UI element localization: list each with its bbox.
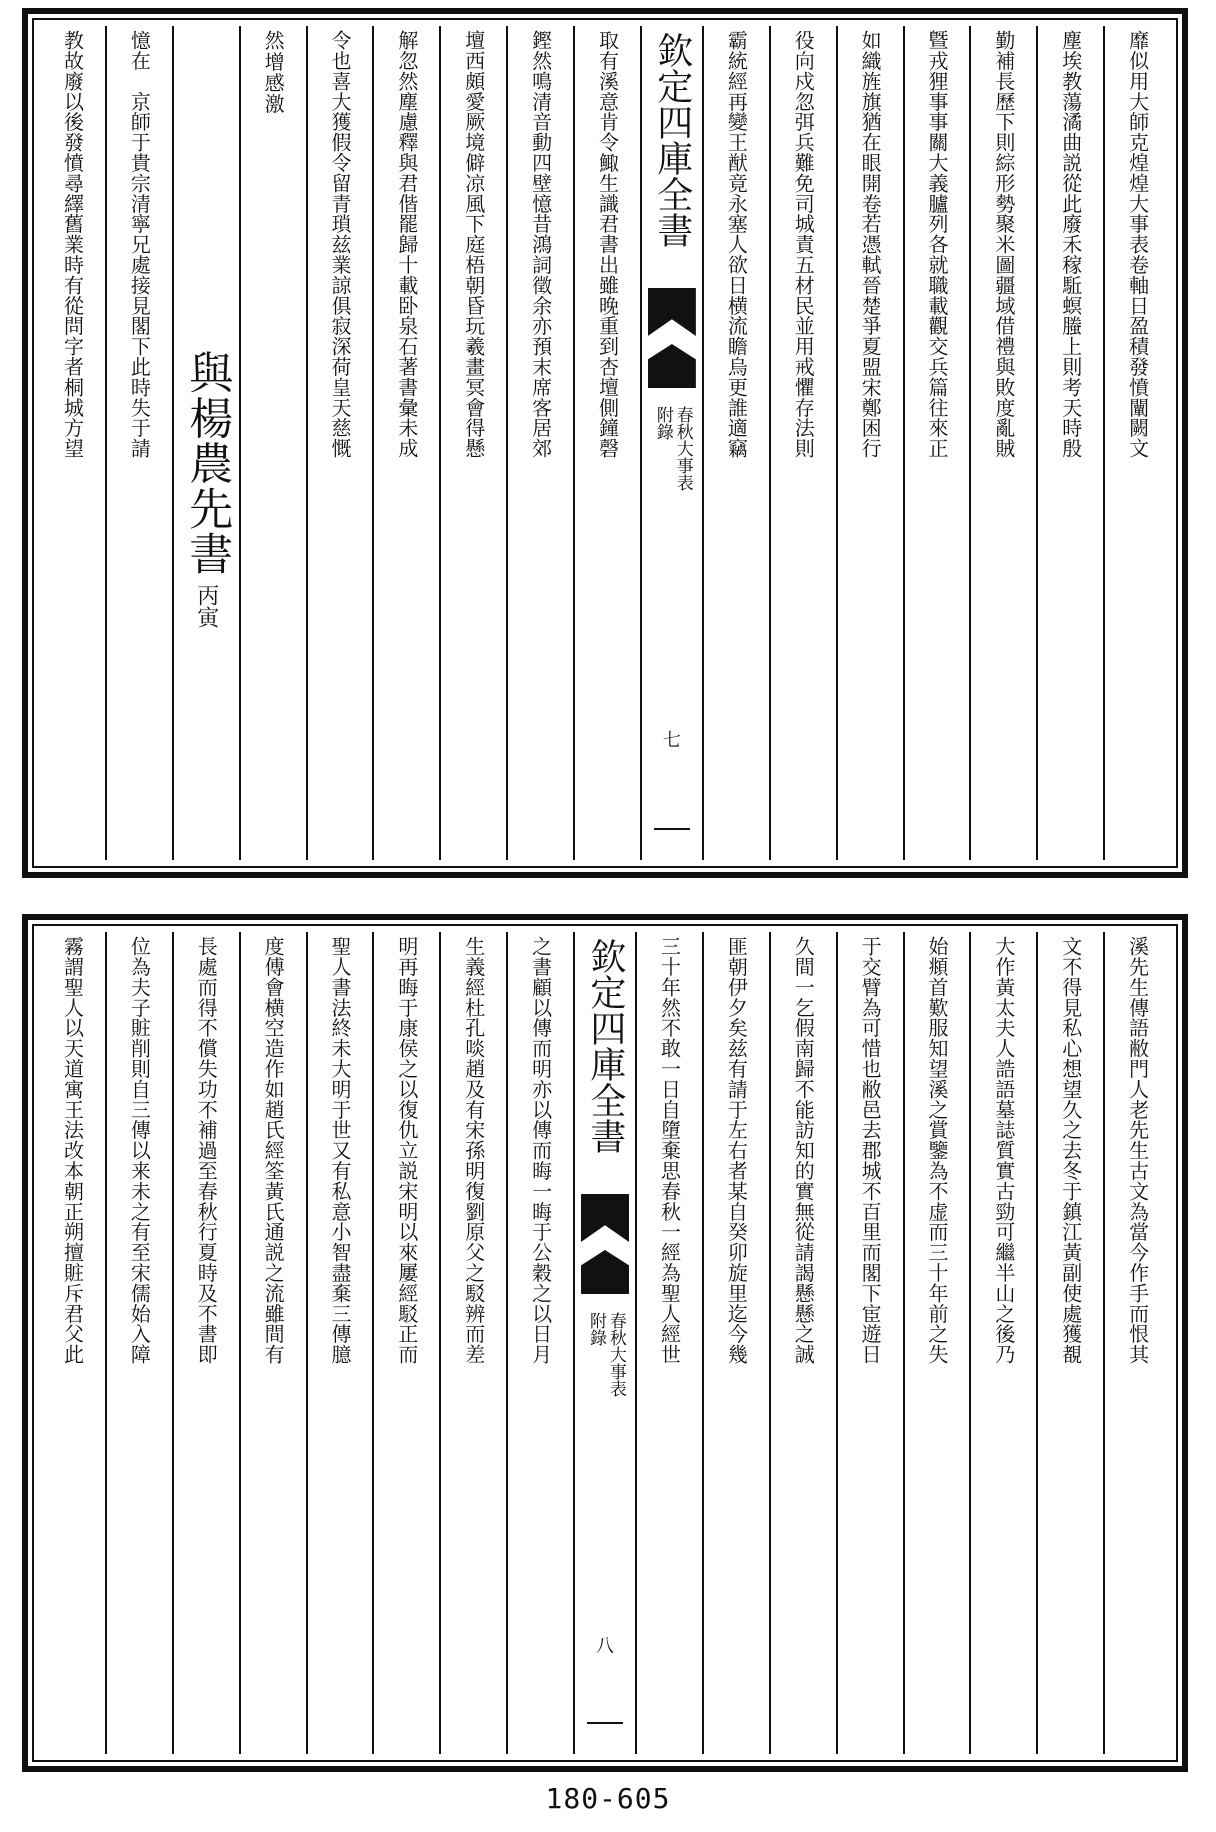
column-text: 役向戍忽弭兵難免司城責五材民並用戒懼存法則	[791, 30, 816, 459]
center-fold-top	[640, 26, 702, 860]
column-text: 位為夫子賍削則自三傳以来未之有至宋儒始入障	[127, 936, 152, 1365]
text-column	[372, 932, 439, 1754]
folio-number: 八	[596, 1636, 614, 1657]
book-title: 春秋大事表	[605, 1312, 626, 1397]
folio-number: 七	[662, 730, 681, 751]
column-text: 明再晦于康侯之以復仇立説宋明以來屢經駁正而	[394, 936, 419, 1365]
text-column	[439, 26, 506, 860]
letter-title-column	[172, 26, 239, 860]
column-text: 憶在 京師于貴宗清寧兄處接見閣下此時失于請	[127, 30, 152, 459]
page-leaf-top	[22, 8, 1188, 878]
text-column	[40, 932, 105, 1754]
column-text: 長處而得不償失功不補過至春秋行夏時及不書即	[194, 936, 219, 1365]
text-column	[372, 26, 439, 860]
text-column	[969, 26, 1036, 860]
fold-rule	[587, 1722, 623, 1724]
column-text: 壇西頗愛厥境僻凉風下庭梧朝昏玩羲畫冥會得懸	[461, 30, 486, 459]
column-text: 度傅會横空造作如趙氏經筌黃氏通説之流雖間有	[261, 936, 286, 1365]
text-column	[769, 932, 836, 1754]
fishtail-mark-icon	[648, 344, 696, 388]
column-text: 然增感激	[261, 30, 286, 115]
column-text: 靡似用大師克煌煌大事表卷軸日盈積發憤闡闕文	[1125, 30, 1150, 459]
column-text: 聖人書法終未大明于世又有私意小智盡棄三傳臆	[327, 936, 352, 1365]
text-column	[1036, 932, 1103, 1754]
column-text: 取有溪意肯令鯫生識君書出雖晚重到杏壇側鐘磬	[595, 30, 620, 459]
column-text: 溪先生傳語敝門人老先生古文為當今作手而恨其	[1125, 936, 1150, 1365]
column-text: 三十年然不敢一日自墮棄思春秋一經為聖人經世	[657, 936, 682, 1365]
text-column	[769, 26, 836, 860]
text-column	[506, 932, 573, 1754]
text-column	[969, 932, 1036, 1754]
book-title: 春秋大事表	[672, 406, 693, 491]
text-column	[1103, 26, 1170, 860]
column-text: 之書顧以傳而明亦以傳而晦一晦于公穀之以日月	[528, 936, 553, 1365]
column-text: 教故廢以後發憤尋繹舊業時有從問字者桐城方望	[60, 30, 85, 459]
fishtail-mark-icon	[648, 288, 696, 336]
column-text: 霸統經再變王猷竟永塞人欲日横流瞻烏更誰適竊	[724, 30, 749, 459]
text-column	[836, 932, 903, 1754]
running-title: 欽定四庫全書	[584, 938, 626, 1154]
text-column	[239, 932, 306, 1754]
page-number: 180-605	[545, 1782, 671, 1815]
column-text: 霧謂聖人以天道寓王法改本朝正朔擅賍斥君父此	[60, 936, 85, 1365]
text-column	[573, 26, 640, 860]
running-subtitle	[586, 1312, 624, 1397]
running-subtitle	[653, 406, 691, 491]
column-text: 生義經杜孔啖趙及有宋孫明復劉原父之駁辨而差	[461, 936, 486, 1365]
text-column	[306, 932, 373, 1754]
text-columns-bottom	[40, 932, 1170, 1754]
page-leaf-bottom	[22, 914, 1188, 1772]
text-column	[1036, 26, 1103, 860]
column-text: 久間一乞假南歸不能訪知的實無從請謁懸懸之誠	[791, 936, 816, 1365]
letter-title: 與楊農先書	[181, 350, 233, 576]
text-column	[1103, 932, 1170, 1754]
text-column	[702, 26, 769, 860]
text-column	[903, 26, 970, 860]
text-column	[506, 26, 573, 860]
text-column	[903, 932, 970, 1754]
fishtail-mark-icon	[581, 1250, 629, 1294]
text-column	[836, 26, 903, 860]
text-column	[439, 932, 506, 1754]
text-columns-top	[40, 26, 1170, 860]
column-text: 塵埃教蕩潏曲説從此廢禾稼駈螟螣上則考天時殷	[1058, 30, 1083, 459]
section-title: 附錄	[652, 406, 673, 440]
column-text: 于交臂為可惜也敝邑去郡城不百里而閣下宦遊日	[858, 936, 883, 1365]
fishtail-mark-icon	[581, 1194, 629, 1242]
text-column	[239, 26, 306, 860]
column-text: 如織旌旗猶在眼開卷若憑軾晉楚爭夏盟宋鄭困行	[858, 30, 883, 459]
column-text: 勤補長歷下則綜形勢聚米圖疆域借禮與敗度亂賊	[991, 30, 1016, 459]
letter-date-note: 丙寅	[193, 584, 219, 628]
column-text: 始頫首歎服知望溪之賞鑒為不虚而三十年前之失	[924, 936, 949, 1365]
text-column	[172, 932, 239, 1754]
text-column	[105, 932, 172, 1754]
column-text: 文不得見私心想望久之去冬于鎮江黃副使處獲覩	[1058, 936, 1083, 1365]
text-column	[40, 26, 105, 860]
column-text: 曁戎狸事事關大義臚列各就職載觀交兵篇往來正	[924, 30, 949, 459]
text-column	[105, 26, 172, 860]
text-column	[306, 26, 373, 860]
column-text: 鏗然鳴清音動四壁憶昔鴻詞徵余亦預末席客居郊	[528, 30, 553, 459]
column-text: 匪朝伊夕矣兹有請于左右者某自癸卯旋里迄今幾	[724, 936, 749, 1365]
text-column	[702, 932, 769, 1754]
running-title: 欽定四庫全書	[651, 32, 693, 248]
center-fold-bottom	[573, 932, 635, 1754]
column-text: 解忽然塵慮釋與君偕罷歸十載卧泉石著書彙未成	[394, 30, 419, 459]
text-column	[635, 932, 702, 1754]
column-text: 大作黃太夫人誥語墓誌質實古勁可繼半山之後乃	[991, 936, 1016, 1365]
column-text: 令也喜大獲假令留青瑣兹業諒俱寂深荷皇天慈慨	[327, 30, 352, 459]
fold-rule	[654, 828, 690, 830]
section-title: 附錄	[586, 1312, 606, 1346]
